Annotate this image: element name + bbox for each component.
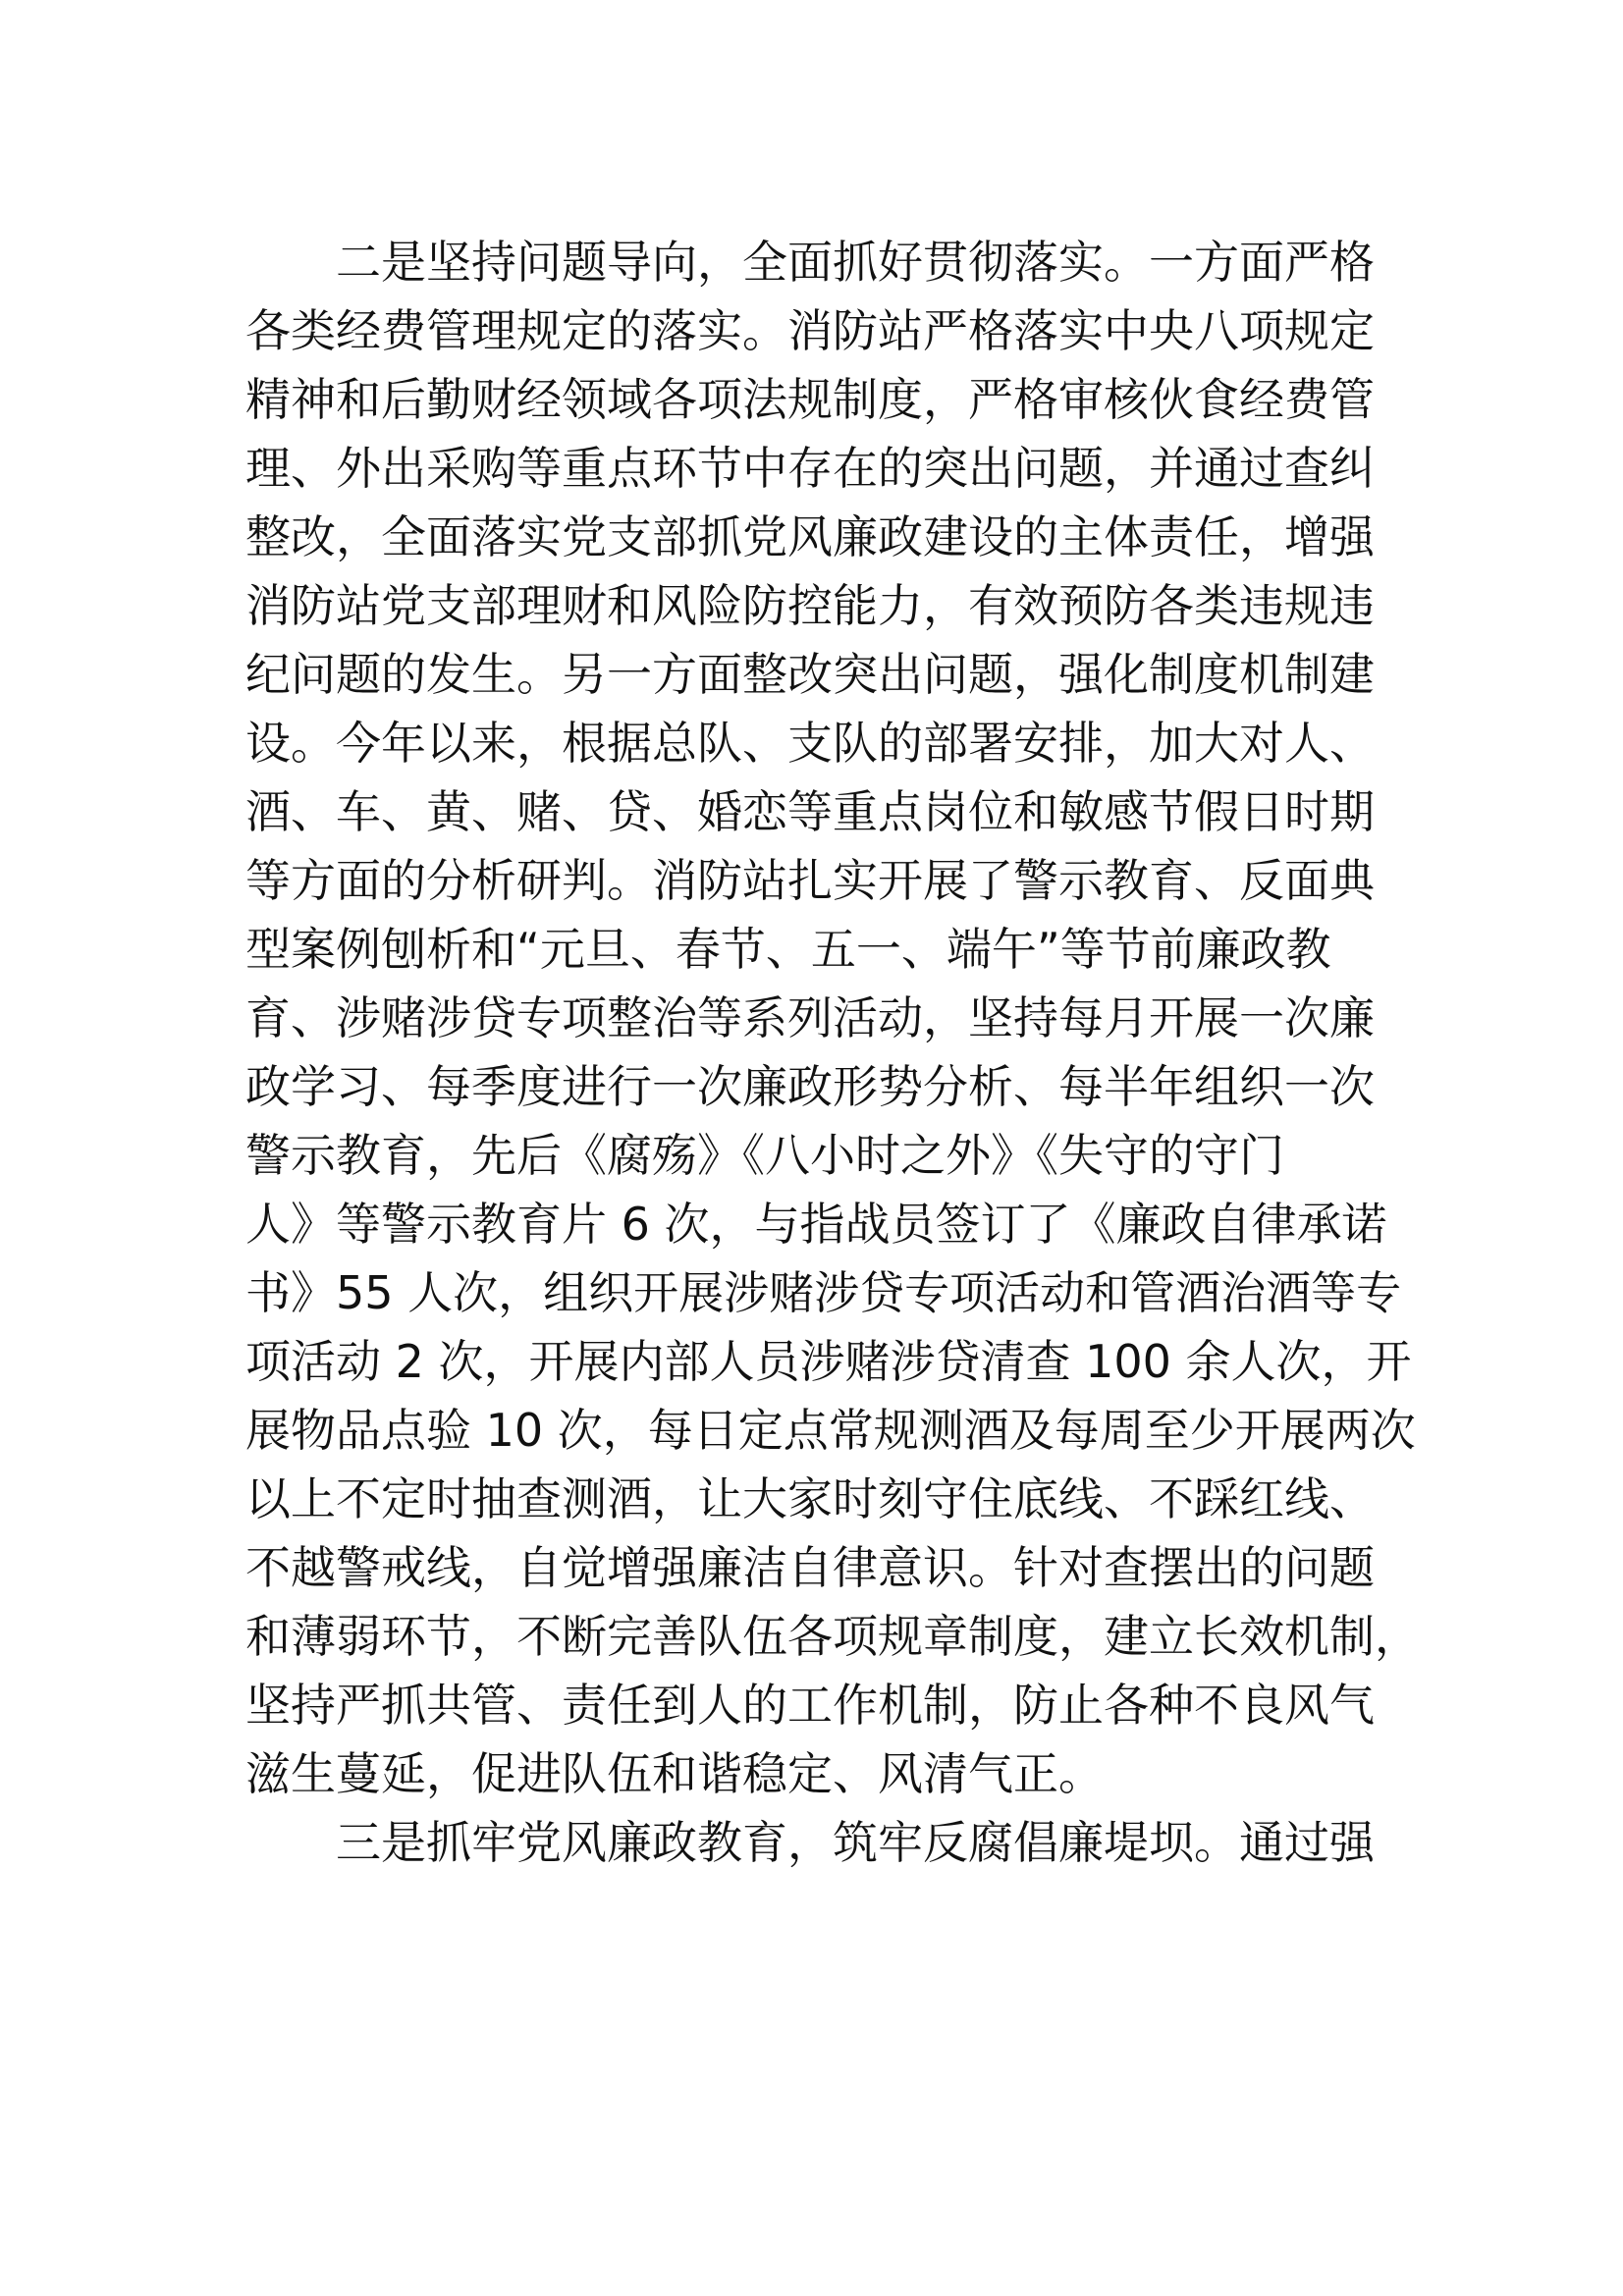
paragraph-2-line-19: 以上不定时抽查测酒，让大家时刻守住底线、不踩红线、 <box>245 1472 1375 1525</box>
paragraph-2-line-9: 酒、车、黄、赌、贷、婚恋等重点岗位和敏感节假日时期 <box>245 785 1375 838</box>
paragraph-2-line-14: 警示教育，先后《腐殇》《八小时之外》《失守的守门 <box>245 1129 1284 1182</box>
paragraph-2-line-8: 设。今年以来，根据总队、支队的部署安排，加大对人、 <box>245 717 1375 770</box>
paragraph-2-line-13: 政学习、每季度进行一次廉政形势分析、每半年组织一次 <box>245 1060 1375 1113</box>
paragraph-3-line-1: 三是抓牢党风廉政教育，筑牢反腐倡廉堤坝。通过强 <box>336 1816 1375 1869</box>
paragraph-2-line-10: 等方面的分析研判。消防站扎实开展了警示教育、反面典 <box>245 854 1375 907</box>
body-text <box>245 228 1420 1877</box>
paragraph-2-line-21: 和薄弱环节，不断完善队伍各项规章制度，建立长效机制， <box>245 1610 1420 1663</box>
paragraph-2-line-12: 育、涉赌涉贷专项整治等系列活动，坚持每月开展一次廉 <box>245 991 1375 1044</box>
paragraph-2-line-11: 型案例刨析和“元旦、春节、五一、端午”等节前廉政教 <box>245 923 1331 976</box>
paragraph-2-line-23: 滋生蔓延，促进队伍和谐稳定、风清气正。 <box>245 1747 1104 1800</box>
paragraph-2-line-5: 整改，全面落实党支部抓党风廉政建设的主体责任，增强 <box>245 510 1375 563</box>
paragraph-2-line-6: 消防站党支部理财和风险防控能力，有效预防各类违规违 <box>245 579 1375 632</box>
paragraph-2-line-7: 纪问题的发生。另一方面整改突出问题，强化制度机制建 <box>245 648 1375 701</box>
paragraph-2-line-22: 坚持严抓共管、责任到人的工作机制，防止各种不良风气 <box>245 1679 1375 1732</box>
paragraph-2-line-4: 理、外出采购等重点环节中存在的突出问题，并通过查纠 <box>245 442 1375 495</box>
paragraph-2-line-1: 二是坚持问题导向，全面抓好贯彻落实。一方面严格 <box>336 236 1375 289</box>
paragraph-2-line-2: 各类经费管理规定的落实。消防站严格落实中央八项规定 <box>245 304 1375 357</box>
paragraph-2-line-16: 书》55 人次，组织开展涉赌涉贷专项活动和管酒治酒等专 <box>245 1266 1402 1319</box>
paragraph-2-line-15: 人》等警示教育片 6 次，与指战员签订了《廉政自律承诺 <box>245 1198 1387 1251</box>
paragraph-2-line-17: 项活动 2 次，开展内部人员涉赌涉贷清查 100 余人次，开 <box>245 1335 1412 1388</box>
paragraph-2-line-20: 不越警戒线，自觉增强廉洁自律意识。针对查摆出的问题 <box>245 1541 1375 1594</box>
paragraph-2-line-18: 展物品点验 10 次，每日定点常规测酒及每周至少开展两次 <box>245 1404 1416 1457</box>
paragraph-2-line-3: 精神和后勤财经领域各项法规制度，严格审核伙食经费管 <box>245 373 1375 426</box>
